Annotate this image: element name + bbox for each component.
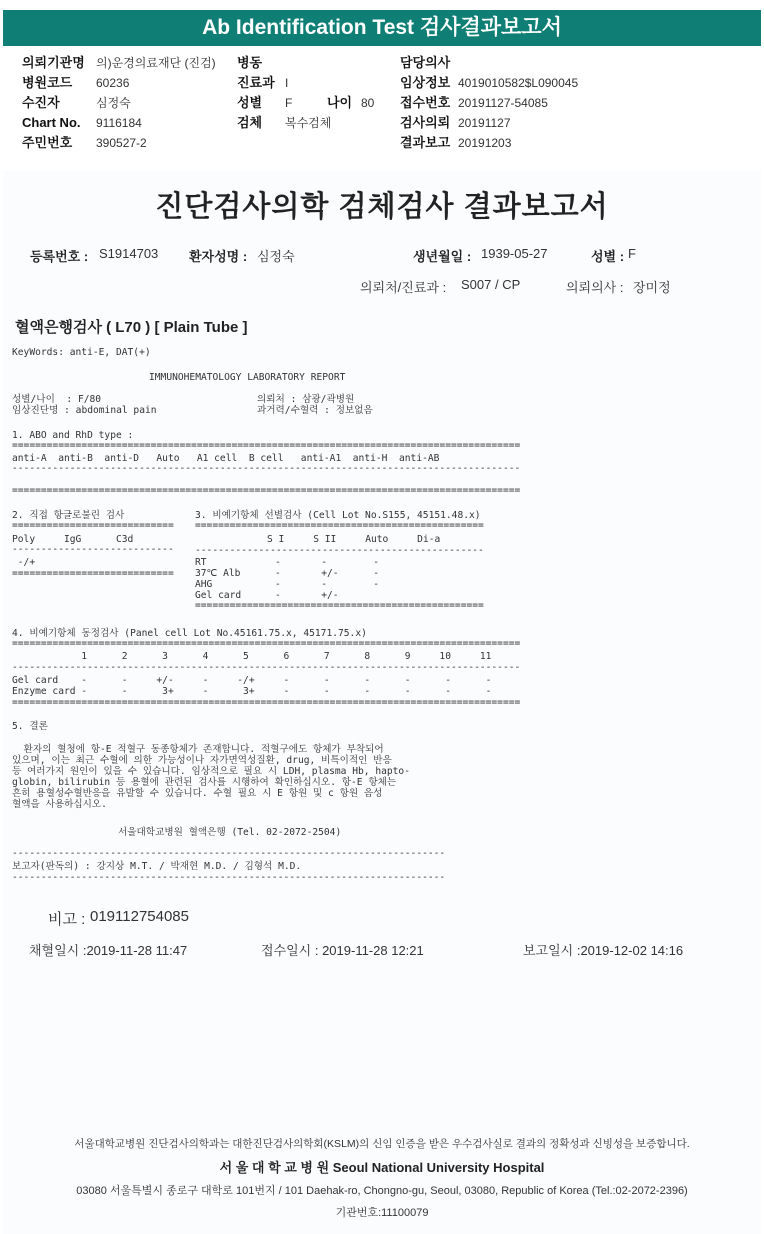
conclusion-title: 5. 결론 [12, 721, 48, 732]
panel-rule-3: ======================================================================================== [12, 697, 521, 708]
id-value: 390527-2 [96, 136, 147, 150]
examinee-label: 수진자 [22, 95, 60, 110]
dept-label: 진료과 [237, 75, 275, 90]
specimen-label: 검체 [237, 115, 263, 130]
patient-value: 심정숙 [257, 249, 295, 264]
sex-label: 성별 [237, 95, 263, 110]
receipt-value: 20191127-54085 [458, 96, 548, 110]
conclusion-line: 흔히 용혈성수혈반응을 유발할 수 있습니다. 수혈 필요 시 E 항원 및 c 항원 음성 [12, 788, 383, 799]
institution-number: 기관번호:11100079 [335, 1207, 429, 1219]
hospital-code-value: 60236 [96, 76, 130, 90]
conclusion-line: 등 여러가지 원인이 있을 수 있습니다. 임상적으로 필요 시 LDH, plasma Hb, hapto- [12, 766, 410, 777]
conclusion-line: globin, bilirubin 등 용혈에 관련된 검사를 시행하여 확인하십시오. 항-E 항체는 [12, 777, 397, 788]
panel-rule-2: ---------------------------------------------------------------------------------------- [12, 662, 521, 673]
age-value: 80 [361, 96, 375, 110]
address: 03080 서울특별시 종로구 대학로 101번지 / 101 Daehak-ro, Chongno-gu, Seoul, 03080, Republic of Korea (Tel.:02-2072-2396) [76, 1185, 688, 1197]
dat-rule-3: ============================ [12, 568, 174, 579]
panel-row: Enzyme card - - 3+ - 3+ - - - - - - [12, 686, 492, 697]
patient-label: 환자성명 : [189, 249, 248, 264]
panel-rule: ======================================================================================== [12, 638, 521, 649]
keywords: KeyWords: anti-E, DAT(+) [12, 347, 151, 358]
screen-row-label: RT [195, 557, 207, 568]
patient-info-panel [0, 52, 764, 162]
diagnosis: 임상진단명 : abdominal pain [12, 405, 157, 416]
specimen-value: 복수검체 [285, 116, 332, 130]
reg-value: S1914703 [99, 246, 159, 261]
request-value: 20191127 [458, 116, 511, 130]
section-heading: 혈액은행검사 ( L70 ) [ Plain Tube ] [15, 319, 248, 336]
hospital-code-label: 병원코드 [22, 75, 73, 90]
reporters-rule-2: --------------------------------------------------------------------------- [12, 872, 446, 883]
id-label: 주민번호 [22, 135, 73, 150]
dat-rule-2: ---------------------------- [12, 544, 174, 555]
bloodbank: 서울대학교병원 혈액은행 (Tel. 02-2072-2504) [118, 827, 342, 838]
receive-time: 접수일시 : 2019-11-28 12:21 [261, 943, 424, 958]
screen-row-values: - - - [275, 557, 379, 568]
clinical-label: 임상정보 [400, 75, 451, 90]
panel-row: Gel card - - +/- - -/+ - - - - - - [12, 675, 492, 686]
receipt-label: 접수번호 [400, 95, 451, 110]
screen-row-label: AHG [195, 579, 213, 590]
request-label: 검사의뢰 [400, 115, 451, 130]
abo-rule-2: ---------------------------------------------------------------------------------------- [12, 463, 521, 474]
dat-header: Poly IgG C3d [12, 534, 134, 545]
history: 과거력/수혈력 : 정보없음 [257, 405, 373, 416]
abo-title: 1. ABO and RhD type : [12, 430, 134, 441]
screen-rule-2: -------------------------------------------------- [195, 545, 484, 556]
abo-rule-3: ======================================================================================== [12, 485, 521, 496]
remark-value: 019112754085 [90, 908, 189, 925]
report-value: 20191203 [458, 136, 512, 150]
sex-value: F [285, 96, 293, 110]
certification-text: 서울대학교병원 진단검사의학과는 대한진단검사의학회(KSLM)의 신임 인증을 받은 우수검사실로 결과의 정확성과 신빙성을 보증합니다. [74, 1138, 690, 1150]
screen-header: S I S II Auto Di-a [267, 534, 441, 545]
age-label: 나이 [327, 95, 353, 110]
ref-dept-label: 의뢰처/진료과 : [360, 280, 447, 295]
chart-label: Chart No. [22, 115, 81, 130]
dat-rule: ============================ [12, 520, 174, 531]
screen-row-values: - - - [275, 579, 379, 590]
report-label: 결과보고 [400, 135, 451, 150]
screen-row-label: 37℃ Alb [195, 568, 241, 579]
institution-label: 의뢰기관명 [22, 55, 85, 70]
page-title: Ab Identification Test 검사결과보고서 [3, 10, 761, 46]
clinical-value: 4019010582$L090045 [458, 76, 579, 90]
ref-doc-value: 장미정 [633, 280, 671, 295]
hospital-name-kr: 서 울 대 학 교 병 원 [219, 1160, 330, 1175]
dat-values: -/+ [12, 557, 36, 568]
chart-value: 9116184 [96, 116, 142, 130]
panel-title: 4. 비예기항체 동정검사 (Panel cell Lot No.45161.75.x, 45171.75.x) [12, 628, 367, 639]
abo-header: anti-A anti-B anti-D Auto A1 cell B cell anti-A1 anti-H anti-AB [12, 453, 440, 464]
sex-age: 성별/나이 : F/80 [12, 394, 102, 405]
collect-time: 채혈일시 :2019-11-28 11:47 [29, 943, 188, 958]
reporters-rule: --------------------------------------------------------------------------- [12, 848, 446, 859]
conclusion-line: 혈액을 사용하십시오. [12, 799, 107, 810]
report-sex-label: 성별 : [591, 249, 625, 264]
examinee-value: 심정숙 [96, 96, 131, 110]
ref-dept-value: S007 / CP [461, 277, 521, 292]
remark-label: 비고 : [48, 911, 86, 928]
screen-rule: ================================================== [195, 520, 484, 531]
header-bar [0, 0, 764, 46]
hospital-name [3, 1157, 761, 1176]
institution-value: 의)운경의료재단 (진검) [96, 56, 216, 70]
dob-label: 생년월일 : [413, 249, 472, 264]
report-time: 보고일시 :2019-12-02 14:16 [523, 943, 684, 958]
screen-row-label: Gel card [195, 590, 242, 601]
dob-value: 1939-05-27 [481, 246, 548, 261]
screen-title: 3. 비예기항체 선별검사 (Cell Lot No.S155, 45151.48.x) [195, 510, 481, 521]
doctor-label: 담당의사 [400, 55, 451, 70]
ward-label: 병동 [237, 55, 263, 70]
ref-place: 의뢰처 : 삼광/곽병원 [257, 394, 355, 405]
reg-label: 등록번호 : [30, 249, 89, 264]
conclusion-line: 있으며, 이는 최근 수혈에 의한 가능성이나 자가면역성질환, drug, 비특이적인 반응 [12, 755, 392, 766]
abo-rule: ======================================================================================== [12, 440, 521, 451]
report-title: 진단검사의학 검체검사 결과보고서 [155, 191, 609, 223]
report-sex-value: F [628, 246, 636, 261]
report-document [3, 170, 761, 1234]
reporters: 보고자(판독의) : 강지상 M.T. / 박재현 M.D. / 김형석 M.D. [12, 861, 302, 872]
screen-rule-3: ================================================== [195, 600, 484, 611]
dept-value: I [285, 76, 289, 90]
hospital-name-en: Seoul National University Hospital [332, 1160, 545, 1175]
panel-header: 1 2 3 4 5 6 7 8 9 10 11 [12, 651, 492, 662]
conclusion-line: 환자의 혈청에 항-E 적혈구 동종항체가 존재합니다. 적혈구에도 항체가 부착되어 [12, 744, 384, 755]
screen-row-values: - +/- [275, 590, 339, 601]
lab-title: IMMUNOHEMATOLOGY LABORATORY REPORT [149, 372, 346, 383]
screen-row-values: - +/- - [275, 568, 379, 579]
dat-title: 2. 직접 항글로불린 검사 [12, 510, 125, 521]
ref-doc-label: 의뢰의사 : [566, 280, 624, 295]
